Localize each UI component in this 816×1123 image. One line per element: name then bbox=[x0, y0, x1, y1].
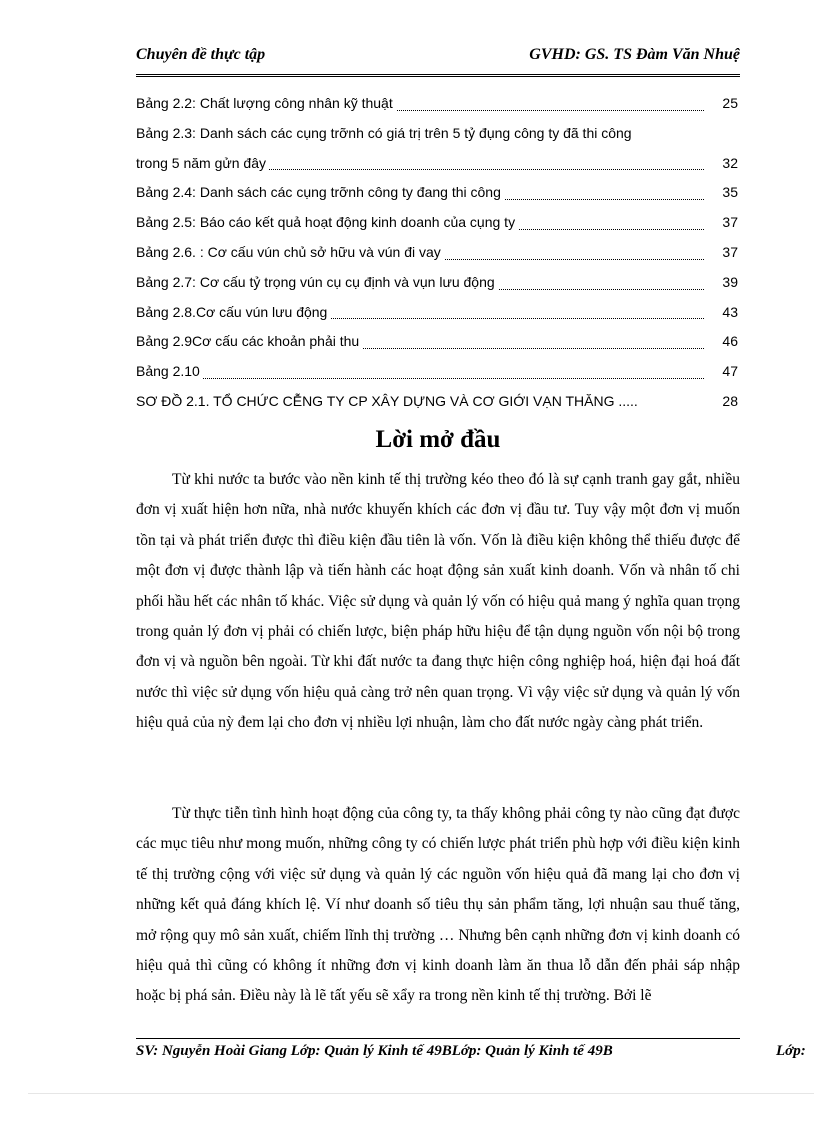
toc-entry-page: 32 bbox=[722, 154, 738, 171]
toc-entry-text: Bảng 2.3: Danh sách các cụng trỡnh có giá trị trên 5 tỷ đụng công ty đã thi công bbox=[136, 119, 635, 149]
toc-entry[interactable] bbox=[136, 268, 740, 298]
table-of-figures bbox=[136, 89, 740, 417]
toc-entry-text: Bảng 2.2: Chất lượng công nhân kỹ thuật bbox=[136, 89, 396, 119]
section-title: Lời mở đầu bbox=[375, 426, 501, 453]
toc-entry-page: 25 bbox=[722, 95, 738, 111]
toc-entry[interactable] bbox=[136, 327, 740, 357]
toc-entry-text: Bảng 2.9Cơ cấu các khoản phải thu bbox=[136, 327, 362, 357]
toc-entry-text: Bảng 2.4: Danh sách các cụng trỡnh công ty đang thi công bbox=[136, 178, 504, 208]
toc-entry-text: SƠ ĐỒ 2.1. TỔ CHỨC CỄNG TY CP XÂY DỰNG VÀ CƠ GIỚI VẠN THĂNG ..... bbox=[136, 387, 641, 417]
toc-entry[interactable] bbox=[136, 238, 740, 268]
toc-entry-continued[interactable] bbox=[136, 149, 740, 179]
toc-entry-text: Bảng 2.7: Cơ cấu tỷ trọng vún cụ cụ định và vụn lưu động bbox=[136, 268, 498, 298]
page-footer bbox=[136, 1038, 806, 1059]
toc-entry[interactable] bbox=[136, 357, 740, 387]
toc-entry-page: 46 bbox=[722, 333, 738, 350]
toc-entry[interactable] bbox=[136, 119, 740, 149]
toc-entry-page: 35 bbox=[722, 184, 738, 201]
page-header bbox=[136, 44, 740, 77]
body-paragraph: Từ thực tiễn tình hình hoạt động của công ty, ta thấy không phải công ty nào cũng đạt được các mục tiêu như mong muốn, những công ty có chiến lược phát triển phù hợp với điều kiện kinh tế thị trường cộng với việc sử dụng và quản lý các nguồn vốn hiệu quả đã mang lại cho đơn vị những kết quả đáng khích lệ. Ví như doanh số tiêu thụ sản phẩm tăng, lợi nhuận sau thuế tăng, mở rộng quy mô sản xuất, chiếm lĩnh thị trường … Nhưng bên cạnh những đơn vị kinh doanh có hiệu quả thì cũng có không ít những đơn vị kinh doanh làm ăn thua lỗ dẫn đến phải sáp nhập hoặc bị phá sản. Điều này là lẽ tất yếu sẽ xẩy ra trong nền kinh tế thị trường. Bởi lẽ bbox=[136, 805, 740, 1005]
toc-entry[interactable] bbox=[136, 178, 740, 208]
toc-entry-page: 28 bbox=[721, 387, 738, 417]
header-course-label: Chuyên đề thực tập bbox=[136, 46, 266, 63]
toc-entry-page: 47 bbox=[722, 363, 738, 380]
header-supervisor-label: GVHD: GS. TS Đàm Văn Nhuệ bbox=[529, 46, 740, 63]
footer-student-label: SV: Nguyễn Hoài Giang Lớp: Quản lý Kinh tế 49BLớp: Quản lý Kinh tế 49B bbox=[136, 1043, 613, 1059]
toc-entry[interactable] bbox=[136, 387, 740, 417]
toc-entry[interactable] bbox=[136, 208, 740, 238]
toc-entry-page: 43 bbox=[722, 303, 738, 320]
toc-entry-page: 37 bbox=[722, 243, 738, 260]
toc-entry-text: Bảng 2.10 bbox=[136, 357, 203, 387]
toc-entry-text: Bảng 2.5: Báo cáo kết quả hoạt động kinh doanh của cụng ty bbox=[136, 208, 518, 238]
footer-class-label: Lớp: bbox=[776, 1043, 806, 1059]
toc-entry[interactable] bbox=[136, 298, 740, 328]
toc-entry[interactable] bbox=[136, 89, 740, 119]
toc-entry-text: Bảng 2.6. : Cơ cấu vún chủ sở hữu và vún đi vay bbox=[136, 238, 444, 268]
page-bottom-divider bbox=[28, 1093, 814, 1094]
toc-entry-page: 39 bbox=[722, 273, 738, 290]
toc-entry-text: Bảng 2.8.Cơ cấu vún lưu động bbox=[136, 298, 330, 328]
toc-entry-page: 37 bbox=[722, 214, 738, 231]
toc-entry-text: trong 5 năm gửn đây bbox=[136, 149, 269, 179]
body-paragraph: Từ khi nước ta bước vào nền kinh tế thị trường kéo theo đó là sự cạnh tranh gay gắt, nhiều đơn vị xuất hiện hơn nữa, nhà nước khuyến khích các đơn vị đầu tư. Tuy vậy một đơn vị muốn tồn tại và phát triển được thì điều kiện đầu tiên là vốn. Vốn là điều kiện không thể thiếu được để một đơn vị được thành lập và tiến hành các hoạt động sản xuất kinh doanh. Vốn và nhân tố chi phối hầu hết các nhân tố khác. Việc sử dụng và quản lý vốn có hiệu quả mang ý nghĩa quan trọng trong quản lý đơn vị phải có chiến lược, biện pháp hữu hiệu để tận dụng nguồn vốn nội bộ trong đơn vị và nguồn bên ngoài. Từ khi đất nước ta đang thực hiện công nghiệp hoá, hiện đại hoá đất nước thì việc sử dụng vốn hiệu quả càng trở nên quan trọng. Vì vậy việc sử dụng và quản lý vốn hiệu quả của nỳ đem lại cho đơn vị nhiều lợi nhuận, làm cho đất nước ngày càng phát triển. bbox=[136, 471, 740, 732]
